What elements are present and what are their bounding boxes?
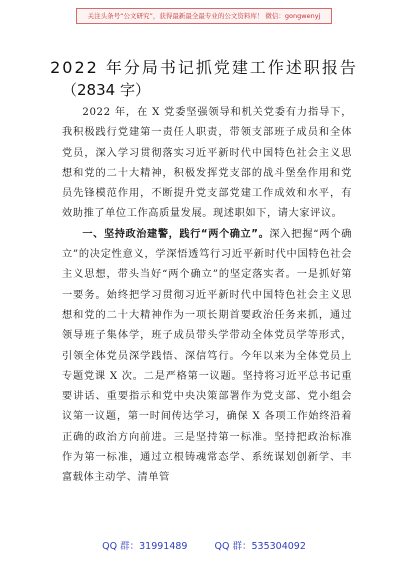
qq-group-1: QQ 群：31991489 [102,541,188,552]
top-banner: 关注头条号“公文研究”，获得最新最全最专业的公文资料库！ 微信：gongwenyj [76,8,332,24]
qq-group-2: QQ 群：535304092 [214,541,306,552]
section-1-text: 深入把握“两个确立”的决定性意义，学深悟透笃行习近平新时代中国特色社会主义思想，带头当好“两个确立”的坚定落实者。一是抓好第一要务。始终把学习贯彻习近平新时代中国特色社会主义思想和党的二十大精神作为一项长期首要政治任务来抓，通过领导班子集体学，班子成员带头学带动全体党员学等形式，引领全体党员深学践悟、深信笃行。今年以来为全体党员上专题党课 X 次。二是严格第一议题。坚持将习近平总书记重要讲话、重要指示和党中央决策部署作为党支部、党小组会议第一议题，第一时间传达学习，确保 X 各项工作始终沿着正确的政治方向前进。三是坚持第一标准。坚持把政治标准作为第一标准，通过立根铸魂常态学、系统谋划创新学、丰富载体主动学、清单管 [62,228,352,484]
word-count: （2834 字） [62,81,150,99]
section-1-paragraph [62,225,352,489]
footer-contact [0,538,408,552]
intro-paragraph: 2022 年，在 X 党委坚强领导和机关党委有力指导下，我积极践行党建第一责任人职责，带领支部班子成员和全体党员，深入学习贯彻落实习近平新时代中国特色社会主义思想和党的二十大精神，积极发挥党支部的战斗堡垒作用和党员先锋模范作用，不断提升党支部党建工作成效和水平，有效助推了单位工作高质量发展。现述职如下，请大家评议。 [62,107,352,220]
document-title: 2022 年分局书记抓党建工作述职报告 [50,58,358,77]
document-body [62,103,352,489]
section-1-heading: 一、坚持政治建警，践行“两个确立”。 [82,228,270,240]
